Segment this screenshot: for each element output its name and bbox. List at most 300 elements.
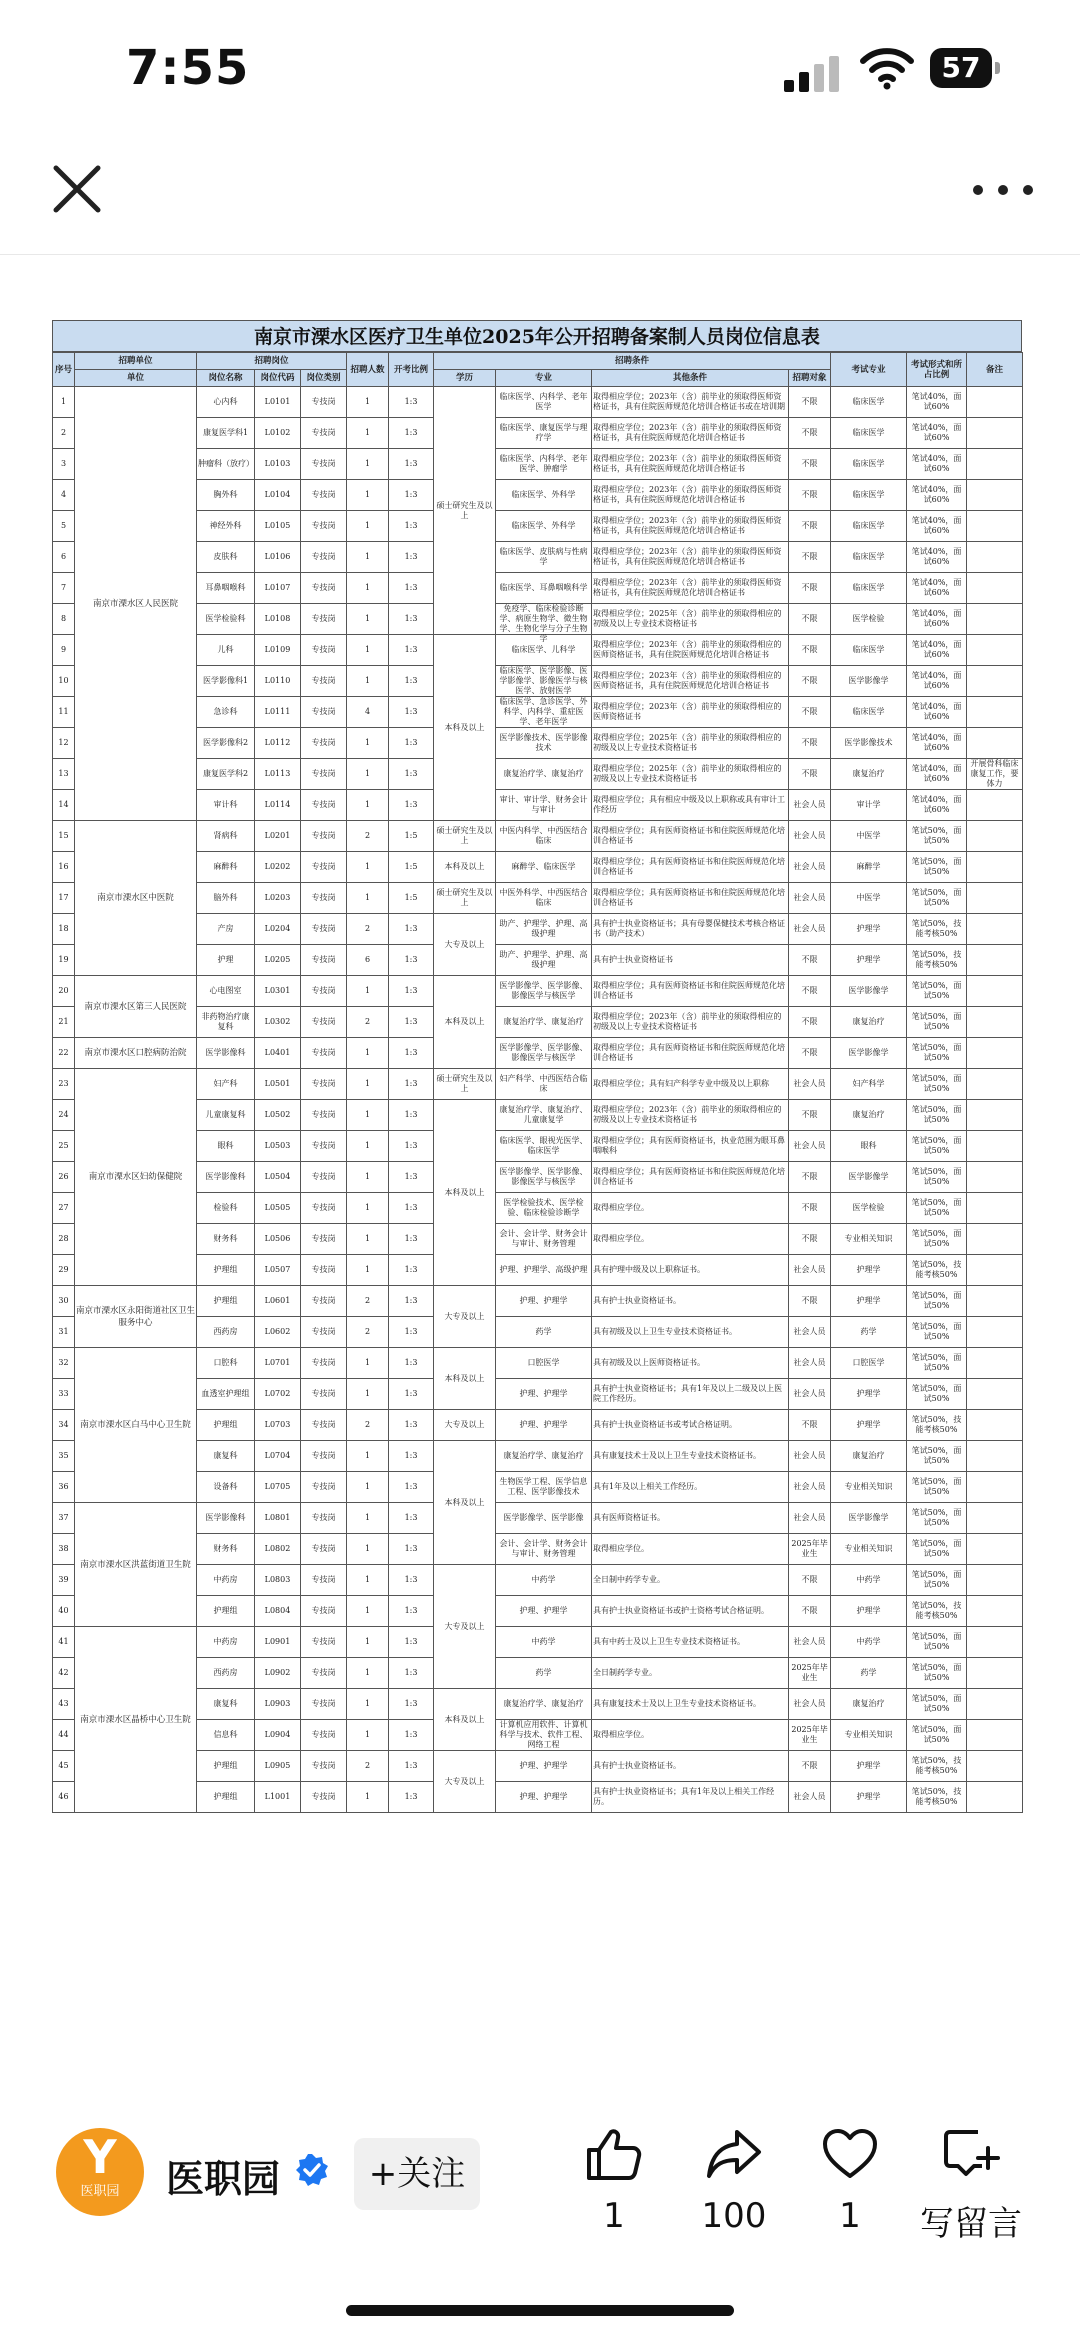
exam-major-cell: 医学影像技术 [831, 728, 907, 759]
post-name-cell: 神经外科 [197, 511, 255, 542]
table-row [53, 542, 1023, 573]
favorite-button[interactable] [790, 2126, 910, 2236]
seq-cell: 29 [53, 1255, 75, 1286]
ratio-cell: 1:3 [389, 1131, 434, 1162]
post-name-cell: 肿瘤科（放疗） [197, 449, 255, 480]
post-type-cell: 专技岗 [301, 1317, 347, 1348]
major-cell: 临床医学、外科学 [496, 480, 592, 511]
table-row [53, 1348, 1023, 1379]
seq-cell: 42 [53, 1658, 75, 1689]
post-code-cell: L0901 [255, 1627, 301, 1658]
target-cell: 社会人员 [789, 1441, 831, 1472]
account-name[interactable]: 医职园 [166, 2157, 281, 2201]
post-code-cell: L0202 [255, 852, 301, 883]
major-cell: 医学影像学、医学影像 [496, 1503, 592, 1534]
seq-cell: 38 [53, 1534, 75, 1565]
other-conditions-cell: 取得相应学位；具有医师资格证书和住院医师规范化培训合格证书 [592, 1038, 789, 1069]
other-conditions-cell: 具有1年及以上相关工作经历。 [592, 1472, 789, 1503]
table-row [53, 1379, 1023, 1410]
exam-form-cell: 笔试50%，面试50% [907, 1069, 967, 1100]
exam-form-cell: 笔试50%，面试50% [907, 1224, 967, 1255]
post-code-cell: L0112 [255, 728, 301, 759]
seq-cell: 20 [53, 976, 75, 1007]
ratio-cell: 1:3 [389, 1596, 434, 1627]
exam-form-cell: 笔试50%，面试50% [907, 1193, 967, 1224]
major-cell: 护理、护理学、高级护理 [496, 1255, 592, 1286]
remark-cell [967, 821, 1023, 852]
major-cell: 临床医学、外科学 [496, 511, 592, 542]
bottom-action-bar [0, 2090, 1080, 2337]
post-name-cell: 审计科 [197, 790, 255, 821]
target-cell: 2025年毕业生 [789, 1720, 831, 1751]
post-code-cell: L0114 [255, 790, 301, 821]
cellular-signal-icon [784, 52, 844, 92]
other-conditions-cell: 具有护士执业资格证书；具有母婴保健技术考核合格证书（助产技术） [592, 914, 789, 945]
exam-form-cell: 笔试50%，技能考核50% [907, 1782, 967, 1813]
ratio-cell: 1:3 [389, 511, 434, 542]
unit-cell: 南京市溧水区妇幼保健院 [75, 1069, 197, 1286]
post-name-cell: 设备科 [197, 1472, 255, 1503]
exam-form-cell: 笔试50%，面试50% [907, 976, 967, 1007]
remark-cell [967, 1534, 1023, 1565]
seq-cell: 27 [53, 1193, 75, 1224]
education-cell: 大专及以上 [434, 1565, 496, 1689]
ratio-cell: 1:5 [389, 883, 434, 914]
remark-cell [967, 666, 1023, 697]
share-button[interactable] [674, 2126, 794, 2236]
count-cell: 1 [347, 852, 389, 883]
post-type-cell: 专技岗 [301, 883, 347, 914]
remark-cell [967, 1689, 1023, 1720]
exam-form-cell: 笔试50%，面试50% [907, 1286, 967, 1317]
post-type-cell: 专技岗 [301, 573, 347, 604]
exam-major-cell: 康复治疗 [831, 759, 907, 790]
post-type-cell: 专技岗 [301, 1596, 347, 1627]
target-cell: 社会人员 [789, 852, 831, 883]
post-code-cell: L0104 [255, 480, 301, 511]
follow-button[interactable]: +关注 [354, 2138, 480, 2210]
table-row [53, 480, 1023, 511]
ratio-cell: 1:3 [389, 790, 434, 821]
remark-cell [967, 1658, 1023, 1689]
remark-cell [967, 1007, 1023, 1038]
exam-major-cell: 审计学 [831, 790, 907, 821]
remark-cell [967, 511, 1023, 542]
exam-form-cell: 笔试50%，面试50% [907, 1627, 967, 1658]
exam-form-cell: 笔试50%，面试50% [907, 1317, 967, 1348]
seq-cell: 36 [53, 1472, 75, 1503]
comment-button[interactable] [906, 2126, 1036, 2245]
count-cell: 1 [347, 387, 389, 418]
unit-cell: 南京市溧水区人民医院 [75, 387, 197, 821]
post-code-cell: L0106 [255, 542, 301, 573]
ratio-cell: 1:3 [389, 759, 434, 790]
seq-cell: 10 [53, 666, 75, 697]
table-row [53, 728, 1023, 759]
major-cell: 医学检验技术、医学检验、临床检验诊断学 [496, 1193, 592, 1224]
header-exam-form: 考试形式和所占比例 [907, 353, 967, 387]
post-name-cell: 儿童康复科 [197, 1100, 255, 1131]
post-code-cell: L0705 [255, 1472, 301, 1503]
other-conditions-cell: 取得相应学位。 [592, 1224, 789, 1255]
target-cell: 社会人员 [789, 1503, 831, 1534]
ratio-cell: 1:3 [389, 697, 434, 728]
ratio-cell: 1:3 [389, 480, 434, 511]
status-time: 7:55 [126, 40, 250, 96]
remark-cell [967, 697, 1023, 728]
post-type-cell: 专技岗 [301, 1627, 347, 1658]
ratio-cell: 1:3 [389, 1503, 434, 1534]
table-row [53, 1503, 1023, 1534]
post-type-cell: 专技岗 [301, 821, 347, 852]
exam-form-cell: 笔试50%，技能考核50% [907, 1410, 967, 1441]
seq-cell: 34 [53, 1410, 75, 1441]
ratio-cell: 1:3 [389, 1751, 434, 1782]
exam-form-cell: 笔试50%，技能考核50% [907, 914, 967, 945]
target-cell: 社会人员 [789, 1689, 831, 1720]
unit-cell: 南京市溧水区口腔病防治院 [75, 1038, 197, 1069]
table-row [53, 1534, 1023, 1565]
post-type-cell: 专技岗 [301, 945, 347, 976]
major-cell: 中医外科学、中西医结合临床 [496, 883, 592, 914]
other-conditions-cell: 具有护士执业资格证书；具有1年及以上相关工作经历。 [592, 1782, 789, 1813]
exam-form-cell: 笔试50%，面试50% [907, 1441, 967, 1472]
header-other: 其他条件 [592, 370, 789, 387]
remark-cell [967, 1410, 1023, 1441]
post-code-cell: L0801 [255, 1503, 301, 1534]
thumbs-up-icon [585, 2126, 643, 2182]
ratio-cell: 1:3 [389, 1224, 434, 1255]
post-type-cell: 专技岗 [301, 790, 347, 821]
remark-cell [967, 542, 1023, 573]
target-cell: 不限 [789, 1038, 831, 1069]
post-type-cell: 专技岗 [301, 1689, 347, 1720]
exam-form-cell: 笔试40%，面试60% [907, 511, 967, 542]
post-name-cell: 护理组 [197, 1255, 255, 1286]
table-row [53, 821, 1023, 852]
exam-form-cell: 笔试50%，面试50% [907, 1720, 967, 1751]
avatar-caption: 医职园 [80, 2184, 120, 2199]
ratio-cell: 1:3 [389, 1534, 434, 1565]
exam-major-cell: 临床医学 [831, 697, 907, 728]
post-code-cell: L0501 [255, 1069, 301, 1100]
education-cell: 大专及以上 [434, 1751, 496, 1813]
major-cell: 助产、护理学、护理、高级护理 [496, 945, 592, 976]
other-conditions-cell: 具有康复技术士及以上卫生专业技术资格证书。 [592, 1689, 789, 1720]
exam-major-cell: 护理学 [831, 1782, 907, 1813]
table-row [53, 852, 1023, 883]
exam-form-cell: 笔试40%，面试60% [907, 542, 967, 573]
post-code-cell: L0108 [255, 604, 301, 635]
table-row [53, 1286, 1023, 1317]
post-code-cell: L0111 [255, 697, 301, 728]
target-cell: 社会人员 [789, 1627, 831, 1658]
target-cell: 不限 [789, 573, 831, 604]
post-type-cell: 专技岗 [301, 1658, 347, 1689]
seq-cell: 19 [53, 945, 75, 976]
post-type-cell: 专技岗 [301, 1286, 347, 1317]
seq-cell: 40 [53, 1596, 75, 1627]
table-row [53, 697, 1023, 728]
exam-major-cell: 医学影像学 [831, 1503, 907, 1534]
remark-cell [967, 945, 1023, 976]
education-cell: 本科及以上 [434, 1100, 496, 1286]
table-row [53, 573, 1023, 604]
remark-cell [967, 914, 1023, 945]
target-cell: 不限 [789, 1193, 831, 1224]
unit-cell: 南京市溧水区永阳街道社区卫生服务中心 [75, 1286, 197, 1348]
seq-cell: 3 [53, 449, 75, 480]
target-cell: 不限 [789, 635, 831, 666]
ratio-cell: 1:3 [389, 1286, 434, 1317]
post-type-cell: 专技岗 [301, 635, 347, 666]
post-name-cell: 护理组 [197, 1596, 255, 1627]
ratio-cell: 1:3 [389, 1317, 434, 1348]
remark-cell [967, 1224, 1023, 1255]
education-cell: 硕士研究生及以上 [434, 1069, 496, 1100]
post-type-cell: 专技岗 [301, 1379, 347, 1410]
seq-cell: 11 [53, 697, 75, 728]
post-type-cell: 专技岗 [301, 480, 347, 511]
other-conditions-cell: 取得相应学位；具有医师资格证书和住院医师规范化培训合格证书 [592, 821, 789, 852]
remark-cell [967, 1162, 1023, 1193]
close-icon[interactable] [50, 162, 104, 216]
post-name-cell: 医学检验科 [197, 604, 255, 635]
ratio-cell: 1:3 [389, 1007, 434, 1038]
count-cell: 1 [347, 1379, 389, 1410]
table-row [53, 1658, 1023, 1689]
other-conditions-cell: 具有初级及以上卫生专业技术资格证书。 [592, 1317, 789, 1348]
ratio-cell: 1:3 [389, 1720, 434, 1751]
ratio-cell: 1:3 [389, 418, 434, 449]
post-type-cell: 专技岗 [301, 1193, 347, 1224]
ratio-cell: 1:3 [389, 728, 434, 759]
post-type-cell: 专技岗 [301, 1751, 347, 1782]
header-conditions: 招聘条件 [434, 353, 831, 370]
exam-major-cell: 妇产科学 [831, 1069, 907, 1100]
ratio-cell: 1:3 [389, 573, 434, 604]
target-cell: 不限 [789, 759, 831, 790]
post-code-cell: L0113 [255, 759, 301, 790]
exam-form-cell: 笔试50%，技能考核50% [907, 1255, 967, 1286]
post-code-cell: L0703 [255, 1410, 301, 1441]
battery-icon [930, 48, 1000, 88]
header-target: 招聘对象 [789, 370, 831, 387]
post-type-cell: 专技岗 [301, 1100, 347, 1131]
post-name-cell: 信息科 [197, 1720, 255, 1751]
post-type-cell: 专技岗 [301, 1069, 347, 1100]
other-conditions-cell: 取得相应学位；2023年（含）前毕业的须取得相应的医师资格证书，具有住院医师规范化培训合格证书 [592, 635, 789, 666]
target-cell: 不限 [789, 1286, 831, 1317]
table-row [53, 790, 1023, 821]
post-type-cell: 专技岗 [301, 852, 347, 883]
remark-cell [967, 1503, 1023, 1534]
exam-major-cell: 康复治疗 [831, 1100, 907, 1131]
target-cell: 不限 [789, 976, 831, 1007]
ratio-cell: 1:3 [389, 1410, 434, 1441]
other-conditions-cell: 取得相应学位；2023年（含）前毕业的须取得相应的初级及以上专业技术资格证书 [592, 1100, 789, 1131]
exam-form-cell: 笔试50%，面试50% [907, 821, 967, 852]
remark-cell [967, 418, 1023, 449]
exam-form-cell: 笔试50%，面试50% [907, 1503, 967, 1534]
education-cell: 硕士研究生及以上 [434, 883, 496, 914]
verified-badge-icon [294, 2152, 330, 2188]
post-name-cell: 医学影像科2 [197, 728, 255, 759]
post-code-cell: L0201 [255, 821, 301, 852]
exam-major-cell: 护理学 [831, 1596, 907, 1627]
exam-form-cell: 笔试50%，面试50% [907, 1534, 967, 1565]
exam-form-cell: 笔试40%，面试60% [907, 635, 967, 666]
battery-level: 57 [930, 48, 992, 88]
seq-cell: 15 [53, 821, 75, 852]
post-code-cell: L0302 [255, 1007, 301, 1038]
count-cell: 2 [347, 1410, 389, 1441]
post-name-cell: 耳鼻咽喉科 [197, 573, 255, 604]
exam-form-cell: 笔试50%，技能考核50% [907, 945, 967, 976]
account-avatar[interactable] [56, 2128, 144, 2216]
header-remarks: 备注 [967, 353, 1023, 387]
major-cell: 口腔医学 [496, 1348, 592, 1379]
post-code-cell: L0105 [255, 511, 301, 542]
table-row [53, 1782, 1023, 1813]
remark-cell [967, 1100, 1023, 1131]
post-code-cell: L1001 [255, 1782, 301, 1813]
target-cell: 社会人员 [789, 1379, 831, 1410]
remark-cell [967, 1317, 1023, 1348]
seq-cell: 37 [53, 1503, 75, 1534]
ratio-cell: 1:3 [389, 945, 434, 976]
major-cell: 药学 [496, 1658, 592, 1689]
post-code-cell: L0504 [255, 1162, 301, 1193]
education-cell: 大专及以上 [434, 1286, 496, 1348]
more-options-icon[interactable] [968, 175, 1038, 205]
remark-cell [967, 976, 1023, 1007]
post-name-cell: 急诊科 [197, 697, 255, 728]
favorite-count: 1 [839, 2196, 861, 2236]
exam-form-cell: 笔试40%，面试60% [907, 418, 967, 449]
unit-cell: 南京市溧水区第三人民医院 [75, 976, 197, 1038]
seq-cell: 30 [53, 1286, 75, 1317]
count-cell: 1 [347, 1689, 389, 1720]
remark-cell [967, 635, 1023, 666]
exam-major-cell: 护理学 [831, 1751, 907, 1782]
table-row [53, 1007, 1023, 1038]
education-cell: 硕士研究生及以上 [434, 821, 496, 852]
table-row [53, 1100, 1023, 1131]
major-cell: 生物医学工程、医学信息工程、医学影像技术 [496, 1472, 592, 1503]
post-type-cell: 专技岗 [301, 449, 347, 480]
count-cell: 1 [347, 976, 389, 1007]
post-name-cell: 康复医学科2 [197, 759, 255, 790]
seq-cell: 22 [53, 1038, 75, 1069]
count-cell: 1 [347, 604, 389, 635]
seq-cell: 25 [53, 1131, 75, 1162]
count-cell: 1 [347, 1100, 389, 1131]
heart-icon [821, 2126, 879, 2182]
post-code-cell: L0701 [255, 1348, 301, 1379]
count-cell: 1 [347, 1162, 389, 1193]
remark-cell [967, 1255, 1023, 1286]
post-type-cell: 专技岗 [301, 1224, 347, 1255]
other-conditions-cell: 取得相应学位；2023年（含）前毕业的须取得医师资格证书，具有住院医师规范化培训合格证书 [592, 511, 789, 542]
exam-major-cell: 临床医学 [831, 418, 907, 449]
major-cell: 康复治疗学、康复治疗 [496, 1007, 592, 1038]
remark-cell [967, 1565, 1023, 1596]
seq-cell: 14 [53, 790, 75, 821]
table-row [53, 666, 1023, 697]
count-cell: 1 [347, 1348, 389, 1379]
table-row [53, 1224, 1023, 1255]
count-cell: 2 [347, 1317, 389, 1348]
comment-label: 写留言 [920, 2204, 1022, 2244]
count-cell: 1 [347, 759, 389, 790]
major-cell: 审计、审计学、财务会计与审计 [496, 790, 592, 821]
count-cell: 2 [347, 1751, 389, 1782]
post-name-cell: 胸外科 [197, 480, 255, 511]
ratio-cell: 1:3 [389, 1038, 434, 1069]
header-education: 学历 [434, 370, 496, 387]
exam-major-cell: 护理学 [831, 1255, 907, 1286]
post-type-cell: 专技岗 [301, 697, 347, 728]
other-conditions-cell: 取得相应学位；具有医师资格证书，执业范围为眼耳鼻咽喉科 [592, 1131, 789, 1162]
remark-cell [967, 1441, 1023, 1472]
other-conditions-cell: 取得相应学位；具有妇产科学专业中级及以上职称 [592, 1069, 789, 1100]
ratio-cell: 1:3 [389, 449, 434, 480]
ratio-cell: 1:3 [389, 1255, 434, 1286]
target-cell: 不限 [789, 604, 831, 635]
target-cell: 不限 [789, 1596, 831, 1627]
like-button[interactable] [554, 2126, 674, 2236]
count-cell: 2 [347, 1007, 389, 1038]
exam-major-cell: 中药学 [831, 1627, 907, 1658]
target-cell: 不限 [789, 1007, 831, 1038]
exam-major-cell: 医学检验 [831, 604, 907, 635]
exam-major-cell: 护理学 [831, 945, 907, 976]
ratio-cell: 1:3 [389, 1689, 434, 1720]
post-code-cell: L0904 [255, 1720, 301, 1751]
table-row [53, 1410, 1023, 1441]
recruitment-table [52, 352, 1023, 1813]
count-cell: 1 [347, 1565, 389, 1596]
unit-cell: 南京市溧水区白马中心卫生院 [75, 1348, 197, 1503]
major-cell: 临床医学、儿科学 [496, 635, 592, 666]
ratio-cell: 1:3 [389, 1100, 434, 1131]
header-ratio: 开考比例 [389, 353, 434, 387]
home-indicator[interactable] [346, 2305, 734, 2316]
count-cell: 1 [347, 573, 389, 604]
remark-cell [967, 883, 1023, 914]
table-row [53, 1441, 1023, 1472]
remark-cell [967, 1038, 1023, 1069]
other-conditions-cell: 具有护士执业资格证书 [592, 945, 789, 976]
ratio-cell: 1:3 [389, 1193, 434, 1224]
table-row [53, 1472, 1023, 1503]
exam-major-cell: 中医学 [831, 821, 907, 852]
post-type-cell: 专技岗 [301, 976, 347, 1007]
seq-cell: 43 [53, 1689, 75, 1720]
target-cell: 不限 [789, 666, 831, 697]
exam-form-cell: 笔试50%，面试50% [907, 1131, 967, 1162]
post-code-cell: L0601 [255, 1286, 301, 1317]
post-type-cell: 专技岗 [301, 759, 347, 790]
post-code-cell: L0107 [255, 573, 301, 604]
education-cell: 本科及以上 [434, 1689, 496, 1751]
document-image[interactable] [52, 320, 1022, 2090]
post-code-cell: L0905 [255, 1751, 301, 1782]
post-name-cell: 医学影像科 [197, 1162, 255, 1193]
target-cell: 2025年毕业生 [789, 1534, 831, 1565]
other-conditions-cell: 具有康复技术士及以上卫生专业技术资格证书。 [592, 1441, 789, 1472]
